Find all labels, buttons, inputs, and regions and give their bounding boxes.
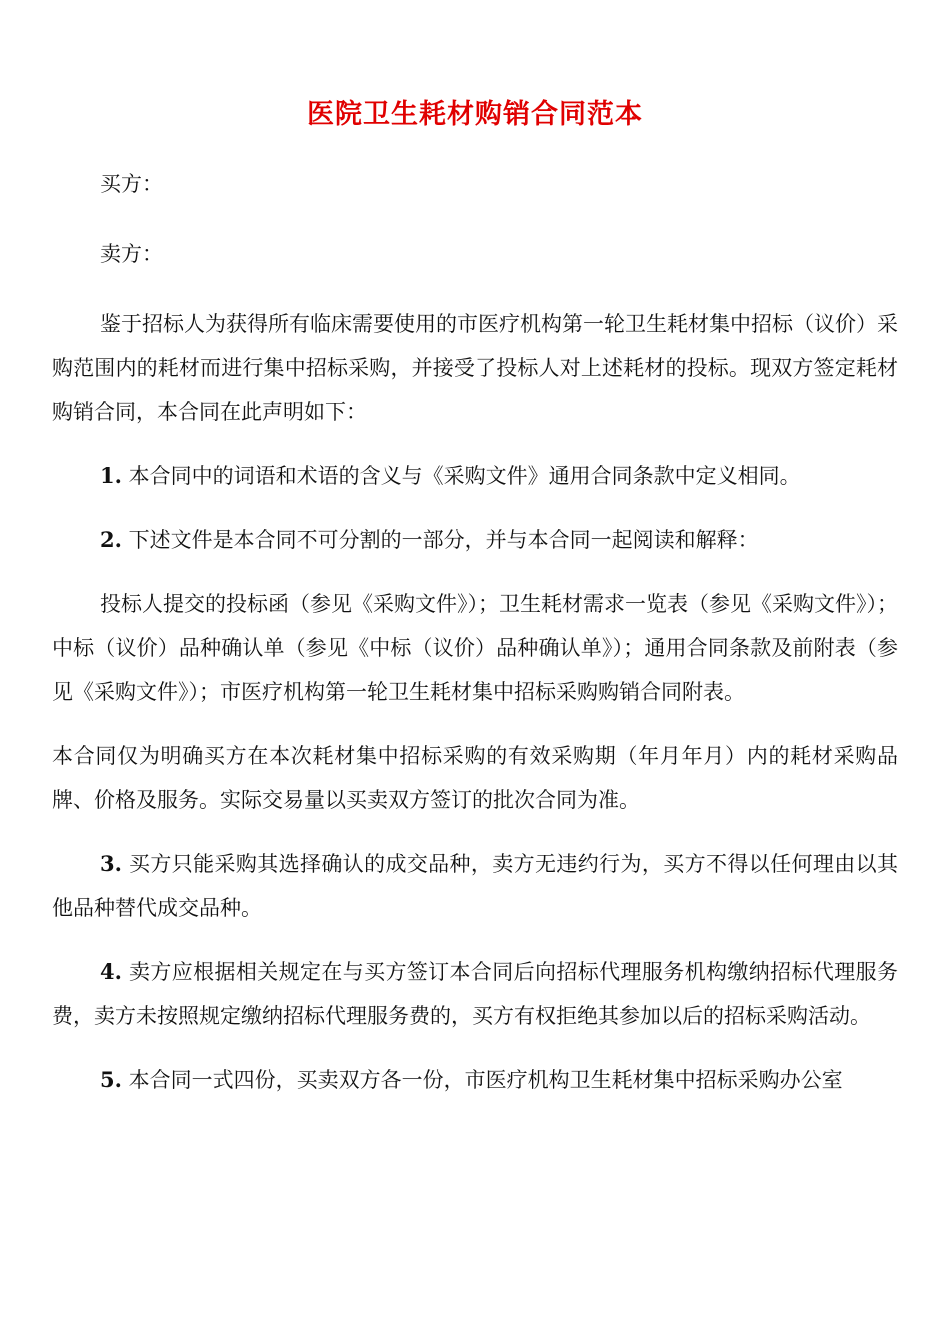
clause-5-text: 本合同一式四份，买卖双方各一份，市医疗机构卫生耗材集中招标采购办公室 <box>121 1068 843 1092</box>
clause-4 <box>52 950 898 1038</box>
seller-label: 卖方： <box>100 242 163 266</box>
clause-3-text: 买方只能采购其选择确认的成交品种，卖方无违约行为，买方不得以任何理由以其他品种替代成交品种。 <box>52 852 898 920</box>
clause-2-number: 2. <box>100 527 122 552</box>
clause-1-number: 1. <box>100 463 122 488</box>
clause-1 <box>52 454 898 498</box>
scope-note: 本合同仅为明确买方在本次耗材集中招标采购的有效采购期（年月年月）内的耗材采购品牌、价格及服务。实际交易量以买卖双方签订的批次合同为准。 <box>52 744 898 812</box>
clause-3 <box>52 842 898 930</box>
clause-2 <box>52 518 898 562</box>
clause-3-number: 3. <box>100 851 122 876</box>
clause-5 <box>52 1058 898 1102</box>
clause-1-text: 本合同中的词语和术语的含义与《采购文件》通用合同条款中定义相同。 <box>121 464 801 488</box>
document-title: 医院卫生耗材购销合同范本 <box>307 99 643 130</box>
clause-2-detail: 投标人提交的投标函（参见《采购文件》）；卫生耗材需求一览表（参见《采购文件》）；中标（议价）品种确认单（参见《中标（议价）品种确认单》）；通用合同条款及前附表（参见《采购文件》）；市医疗机构第一轮卫生耗材集中招标采购购销合同附表。 <box>52 592 898 704</box>
intro-paragraph: 鉴于招标人为获得所有临床需要使用的市医疗机构第一轮卫生耗材集中招标（议价）采购范围内的耗材而进行集中招标采购，并接受了投标人对上述耗材的投标。现双方签定耗材购销合同，本合同在此声明如下： <box>52 312 898 424</box>
clause-5-number: 5. <box>100 1067 122 1092</box>
buyer-label: 买方： <box>100 172 163 196</box>
clause-4-text: 卖方应根据相关规定在与买方签订本合同后向招标代理服务机构缴纳招标代理服务费，卖方未按照规定缴纳招标代理服务费的，买方有权拒绝其参加以后的招标采购活动。 <box>52 960 898 1028</box>
clause-4-number: 4. <box>100 959 122 984</box>
clause-2-text: 下述文件是本合同不可分割的一部分，并与本合同一起阅读和解释： <box>121 528 759 552</box>
